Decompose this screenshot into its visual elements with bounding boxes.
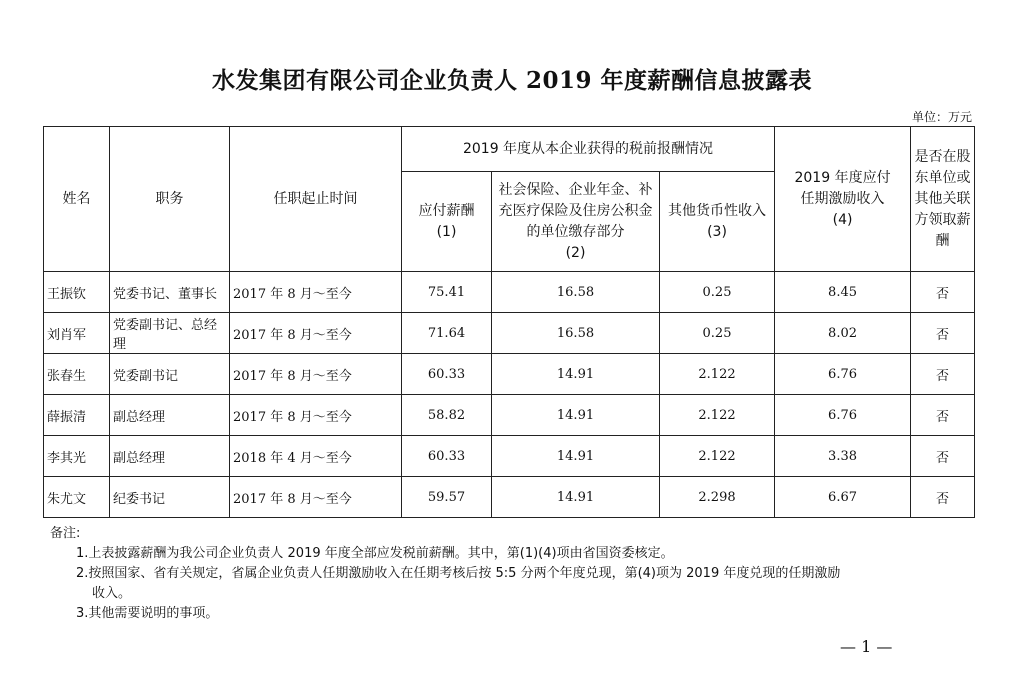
cell-position: 副总经理 — [110, 395, 230, 436]
cell-other: 2.122 — [660, 354, 775, 395]
table-row — [44, 272, 975, 313]
cell-name: 张春生 — [44, 354, 110, 395]
cell-incentive: 6.76 — [775, 395, 911, 436]
document-title: 水发集团有限公司企业负责人 2019 年度薪酬信息披露表 — [211, 67, 813, 94]
header-salary — [402, 172, 492, 272]
cell-salary: 58.82 — [402, 395, 492, 436]
cell-name: 李其光 — [44, 436, 110, 477]
header-salary-number: (1) — [436, 223, 457, 240]
cell-other: 2.122 — [660, 436, 775, 477]
cell-position: 纪委书记 — [110, 477, 230, 518]
cell-position: 党委副书记 — [110, 354, 230, 395]
cell-term: 2018 年 4 月～至今 — [230, 436, 402, 477]
cell-term: 2017 年 8 月～至今 — [230, 395, 402, 436]
note-item: 3.其他需要说明的事项。 — [76, 606, 219, 621]
cell-position: 党委书记、董事长 — [110, 272, 230, 313]
table-row — [44, 354, 975, 395]
cell-other: 2.298 — [660, 477, 775, 518]
cell-elsewhere: 否 — [911, 395, 975, 436]
header-position: 职务 — [110, 127, 230, 272]
cell-other: 0.25 — [660, 313, 775, 354]
cell-salary: 59.57 — [402, 477, 492, 518]
notes-heading: 备注: — [50, 526, 81, 541]
table-row — [44, 477, 975, 518]
table-row — [44, 313, 975, 354]
cell-incentive: 6.67 — [775, 477, 911, 518]
cell-incentive: 8.45 — [775, 272, 911, 313]
header-social — [492, 172, 660, 272]
cell-name: 王振钦 — [44, 272, 110, 313]
cell-position: 党委副书记、总经理 — [110, 313, 230, 354]
page-number: — 1 — — [840, 637, 893, 656]
header-social-number: (2) — [565, 244, 586, 261]
header-incentive-number: (4) — [832, 211, 853, 228]
cell-incentive: 6.76 — [775, 354, 911, 395]
cell-social: 14.91 — [492, 436, 660, 477]
cell-incentive: 8.02 — [775, 313, 911, 354]
cell-elsewhere: 否 — [911, 436, 975, 477]
header-incentive — [775, 127, 911, 272]
header-elsewhere: 是否在股东单位或其他关联方领取薪酬 — [911, 127, 975, 272]
header-other-label: 其他货币性收入 — [668, 202, 767, 219]
note-item-continuation: 收入。 — [92, 586, 132, 601]
cell-salary: 75.41 — [402, 272, 492, 313]
cell-other: 2.122 — [660, 395, 775, 436]
cell-elsewhere: 否 — [911, 354, 975, 395]
salary-table — [43, 126, 975, 518]
unit-label: 单位：万元 — [911, 110, 972, 124]
header-other-number: (3) — [707, 223, 727, 240]
header-incentive-label: 2019 年度应付任期激励收入 — [794, 169, 891, 207]
cell-social: 14.91 — [492, 477, 660, 518]
cell-incentive: 3.38 — [775, 436, 911, 477]
cell-term: 2017 年 8 月～至今 — [230, 272, 402, 313]
cell-elsewhere: 否 — [911, 477, 975, 518]
cell-term: 2017 年 8 月～至今 — [230, 477, 402, 518]
table-row — [44, 395, 975, 436]
cell-name: 朱尤文 — [44, 477, 110, 518]
cell-name: 刘肖军 — [44, 313, 110, 354]
cell-other: 0.25 — [660, 272, 775, 313]
cell-salary: 60.33 — [402, 436, 492, 477]
header-compensation-group: 2019 年度从本企业获得的税前报酬情况 — [402, 127, 775, 172]
header-social-label: 社会保险、企业年金、补充医疗保险及住房公积金的单位缴存部分 — [498, 181, 653, 240]
cell-salary: 60.33 — [402, 354, 492, 395]
cell-name: 薛振清 — [44, 395, 110, 436]
cell-elsewhere: 否 — [911, 313, 975, 354]
cell-salary: 71.64 — [402, 313, 492, 354]
cell-term: 2017 年 8 月～至今 — [230, 354, 402, 395]
cell-social: 14.91 — [492, 395, 660, 436]
cell-position: 副总经理 — [110, 436, 230, 477]
notes-section — [50, 524, 980, 624]
note-item: 1.上表披露薪酬为我公司企业负责人 2019 年度全部应发税前薪酬。其中，第(1)(4)项由省国资委核定。 — [76, 546, 674, 561]
cell-social: 14.91 — [492, 354, 660, 395]
cell-elsewhere: 否 — [911, 272, 975, 313]
cell-social: 16.58 — [492, 272, 660, 313]
header-term: 任职起止时间 — [230, 127, 402, 272]
header-other — [660, 172, 775, 272]
header-salary-label: 应付薪酬 — [418, 202, 475, 219]
cell-social: 16.58 — [492, 313, 660, 354]
cell-term: 2017 年 8 月～至今 — [230, 313, 402, 354]
note-item: 2.按照国家、省有关规定，省属企业负责人任期激励收入在任期考核后按 5:5 分两个年度兑现，第(4)项为 2019 年度兑现的任期激励 — [76, 566, 841, 581]
header-name: 姓名 — [44, 127, 110, 272]
table-row — [44, 436, 975, 477]
